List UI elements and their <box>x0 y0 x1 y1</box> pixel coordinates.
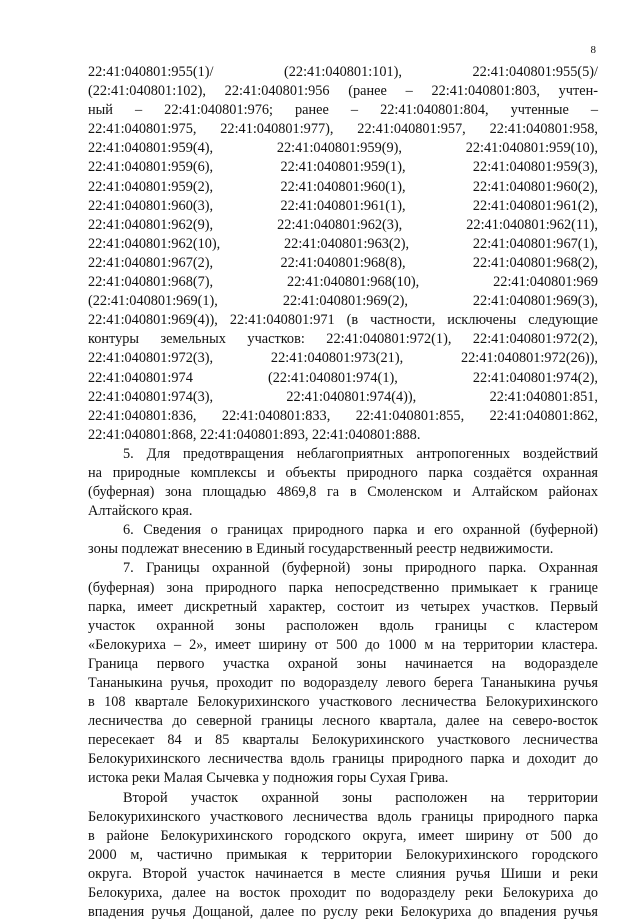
text-line: 22:41:040801:955(1)/ (22:41:040801:101), 22:41:040801:955(5)/ <box>88 64 598 80</box>
text-line: 7. Границы охранной (буферной) зоны природного парка. Охранная <box>123 560 598 577</box>
text-line: 2000 м, частично примыкая к территории Белокурихинского городского <box>88 846 598 863</box>
text-line: 5. Для предотвращения неблагоприятных антропогенных воздействий <box>123 445 598 462</box>
document-body <box>88 63 598 922</box>
text-line: 22:41:040801:962(10), 22:41:040801:963(2), 22:41:040801:967(1), <box>88 235 598 252</box>
text-line: лесничества до северной границы лесного квартала, далее на северо-восток <box>88 713 598 730</box>
text-line: 22:41:040801:868, 22:41:040801:893, 22:41:040801:888. <box>88 426 421 443</box>
text-line: Белокурихинского лесничества вдоль границы природного парка и доходит до <box>88 751 598 768</box>
text-line: Граница первого участка охраной зоны начинается на водоразделе <box>88 655 598 672</box>
text-line: 22:41:040801:969(4)), 22:41:040801:971 (в частности, исключены следующие <box>88 312 598 329</box>
cadastre-list <box>88 63 598 445</box>
text-line: 22:41:040801:959(4), 22:41:040801:959(9), 22:41:040801:959(10), <box>88 140 598 157</box>
paragraph-8 <box>88 789 598 922</box>
text-line: (22:41:040801:102), 22:41:040801:956 (ранее – 22:41:040801:803, учтен- <box>88 83 598 100</box>
text-line: контуры земельных участков: 22:41:040801:972(1), 22:41:040801:972(2), <box>88 331 598 348</box>
text-line: на природные комплексы и объекты природного парка создаётся охранная <box>88 464 598 481</box>
paragraph-5 <box>88 445 598 521</box>
text-line: 22:41:040801:972(3), 22:41:040801:973(21), 22:41:040801:972(26)), <box>88 350 598 367</box>
text-line: округа. Второй участок начинается в месте слияния ручья Шиши и реки <box>88 865 598 882</box>
text-line: Второй участок охранной зоны расположен на территории <box>123 789 598 806</box>
text-line: 22:41:040801:959(6), 22:41:040801:959(1), 22:41:040801:959(3), <box>88 159 598 176</box>
text-line: (буферная) зона природного парка непосредственно примыкает к границе <box>88 579 598 596</box>
text-line: (22:41:040801:969(1), 22:41:040801:969(2), 22:41:040801:969(3), <box>88 293 598 310</box>
text-line: Белокуриха, далее на восток проходит по водоразделу реки Белокуриха до <box>88 885 598 902</box>
paragraph-6 <box>88 521 598 559</box>
text-line: пересекает 84 и 85 кварталы Белокурихинского участкового лесничества <box>88 732 598 749</box>
text-line: 22:41:040801:836, 22:41:040801:833, 22:41:040801:855, 22:41:040801:862, <box>88 407 598 424</box>
text-line: 22:41:040801:975, 22:41:040801:977), 22:41:040801:957, 22:41:040801:958, <box>88 121 598 138</box>
text-line: впадения ручья Дощаной, далее по руслу реки Белокуриха до впадения ручья <box>88 904 598 921</box>
page-number: 8 <box>590 44 596 56</box>
text-line: 22:41:040801:974 (22:41:040801:974(1), 22:41:040801:974(2), <box>88 369 598 386</box>
text-line: ный – 22:41:040801:976; ранее – 22:41:040801:804, учтенные – <box>88 102 598 119</box>
text-line: Алтайского края. <box>88 503 193 520</box>
text-line: 22:41:040801:968(7), 22:41:040801:968(10), 22:41:040801:969 <box>88 274 598 291</box>
text-line: (буферная) зона площадью 4869,8 га в Смоленском и Алтайском районах <box>88 484 598 501</box>
text-line: 22:41:040801:960(3), 22:41:040801:961(1), 22:41:040801:961(2), <box>88 197 598 214</box>
text-line: истока реки Малая Сычевка у подножия горы Сухая Грива. <box>88 770 449 787</box>
text-line: 22:41:040801:962(9), 22:41:040801:962(3), 22:41:040801:962(11), <box>88 216 598 233</box>
text-line: Тананыкина ручья, проходит по водоразделу левого берега Тананыкина ручья <box>88 675 598 691</box>
text-line: 22:41:040801:974(3), 22:41:040801:974(4)), 22:41:040801:851, <box>88 388 598 405</box>
paragraph-7 <box>88 559 598 788</box>
text-line: зоны подлежат внесению в Единый государственный реестр недвижимости. <box>88 541 554 558</box>
text-line: 22:41:040801:967(2), 22:41:040801:968(8), 22:41:040801:968(2), <box>88 254 598 271</box>
text-line: Белокурихинского участкового лесничества вдоль границы природного парка <box>88 808 598 825</box>
text-line: «Белокуриха – 2», имеет ширину от 500 до 1000 м на территории кластера. <box>88 636 598 653</box>
text-line: 22:41:040801:959(2), 22:41:040801:960(1), 22:41:040801:960(2), <box>88 178 598 195</box>
text-line: в 108 квартале Белокурихинского участкового лесничества Белокурихинского <box>88 694 598 711</box>
text-line: в районе Белокурихинского городского округа, имеет ширину от 500 до <box>88 827 598 844</box>
text-line: участок охранной зоны расположен вдоль границы с кластером <box>88 617 598 634</box>
text-line: парка, имеет дискретный характер, состоит из четырех участков. Первый <box>88 598 598 615</box>
text-line: 6. Сведения о границах природного парка и его охранной (буферной) <box>123 522 598 539</box>
